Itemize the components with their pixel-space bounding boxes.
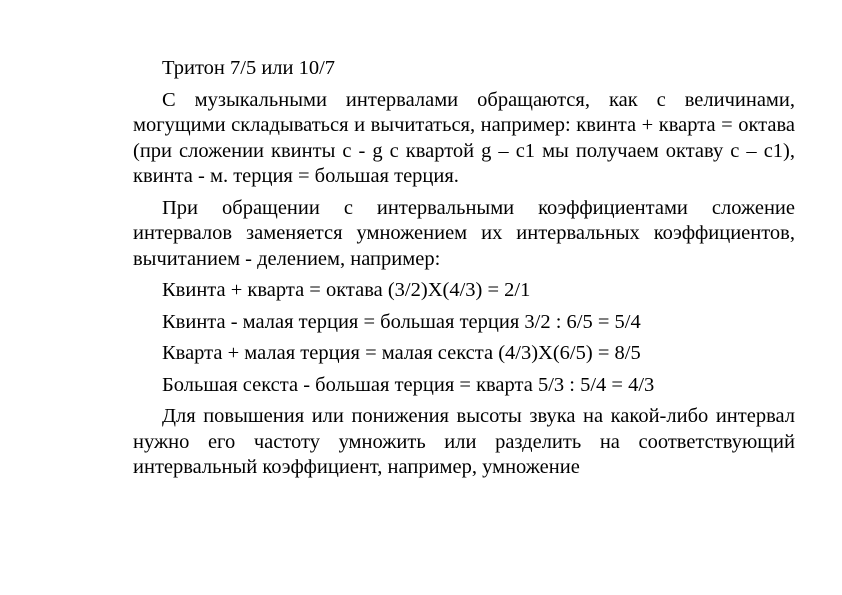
- equation-fourth-plus-minor-third: Кварта + малая терция = малая секста (4/3)X(6/5) = 8/5: [162, 342, 641, 364]
- document-page: [133, 56, 795, 487]
- section-heading: Тритон 7/5 или 10/7: [162, 57, 336, 79]
- paragraph-frequency-shift: Для повышения или понижения высоты звука на какой-либо интервал нужно его частоту умножить или разделить на соответствующий интервальный коэффициент, например, умножение: [133, 405, 795, 478]
- equation-fifth-plus-fourth: Квинта + кварта = октава (3/2)X(4/3) = 2/1: [162, 279, 531, 301]
- equation-fifth-minus-minor-third: Квинта - малая терция = большая терция 3/2 : 6/5 = 5/4: [162, 310, 641, 333]
- paragraph-intervals-arithmetic: С музыкальными интервалами обращаются, как с величинами, могущими складываться и вычитаться, например: квинта + кварта = октава (при сложении квинты c - g с квартой g – c1 мы получаем октаву c – c1), квинта - м. терция = большая терция.: [133, 88, 795, 187]
- paragraph-coefficients: При обращении с интервальными коэффициентами сложение интервалов заменяется умножением их интервальных коэффициентов, вычитанием - делением, например:: [133, 196, 795, 270]
- equation-major-sixth-minus-major-third: Большая секста - большая терция = кварта 5/3 : 5/4 = 4/3: [162, 373, 655, 396]
